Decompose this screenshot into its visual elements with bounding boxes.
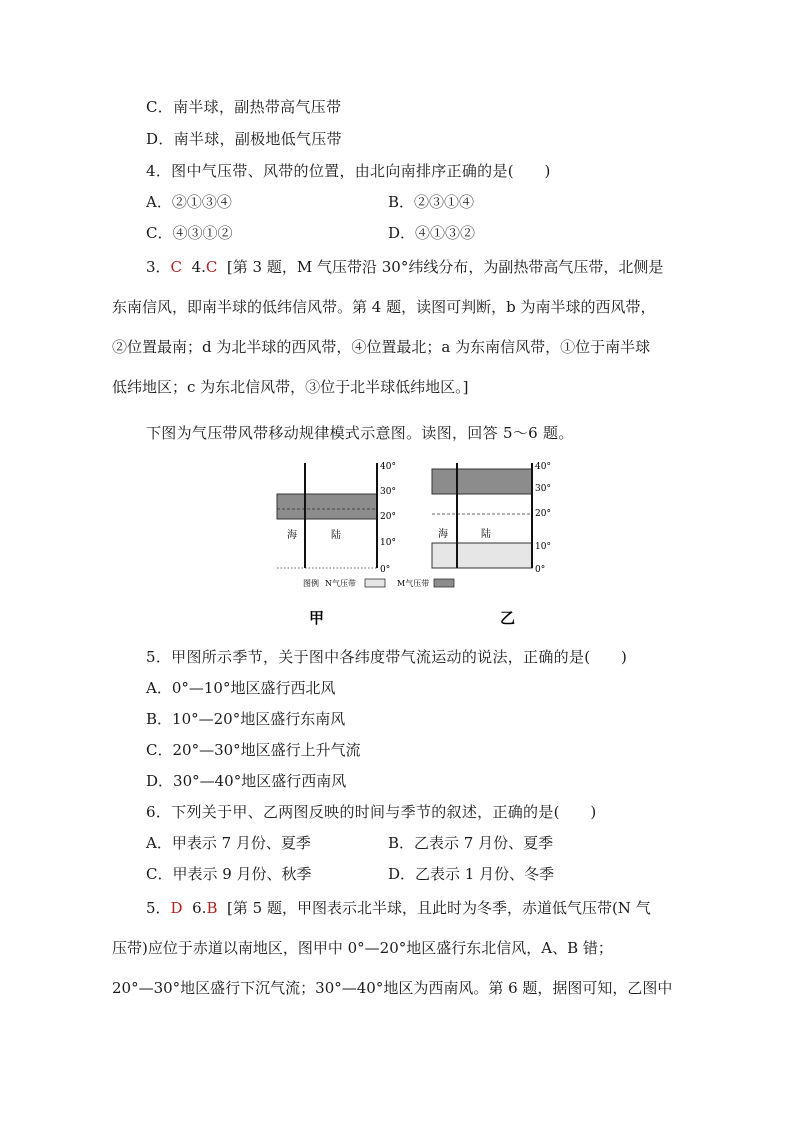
q6-option-c: C．甲表示 9 月份、秋季 bbox=[146, 865, 312, 883]
q5-option-a: A．0°—10°地区盛行西北风 bbox=[146, 679, 336, 697]
q6-stem: 6．下列关于甲、乙两图反映的时间与季节的叙述，正确的是( ) bbox=[146, 803, 597, 821]
diagram-jia bbox=[277, 462, 396, 575]
q5-option-c: C．20°—30°地区盛行上升气流 bbox=[146, 741, 361, 759]
q3-option-d: D．南半球，副极地低气压带 bbox=[146, 130, 342, 148]
jia-land-label: 陆 bbox=[331, 530, 341, 541]
legend-n-label: N气压带 bbox=[325, 579, 356, 588]
q4-option-c: C．④③①② bbox=[146, 224, 233, 242]
legend-n-swatch bbox=[365, 579, 385, 587]
answer-4-num: 4. bbox=[191, 258, 206, 276]
answer-3-num: 3． bbox=[146, 258, 171, 276]
explain-3-4-line1: [第 3 题，M 气压带沿 30°纬线分布，为副热带高气压带，北侧是 bbox=[226, 258, 664, 276]
yi-m-band bbox=[432, 469, 532, 494]
intro-5-6: 下图为气压带风带移动规律模式示意图。读图，回答 5～6 题。 bbox=[146, 424, 574, 442]
q6-option-d: D．乙表示 1 月份、冬季 bbox=[388, 865, 555, 883]
jia-m-band bbox=[277, 494, 377, 519]
answer-3-value: C bbox=[170, 258, 183, 276]
explain-5-6-line3: 20°—30°地区盛行下沉气流；30°—40°地区为西南风。第 6 题，据图可知，乙图中 bbox=[112, 979, 673, 997]
figure-legend bbox=[303, 578, 454, 588]
yi-sea-label: 海 bbox=[438, 529, 448, 540]
jia-lat-0: 0° bbox=[380, 565, 391, 575]
explain-3-4-line3: ②位置最南；d 为北半球的西风带，④位置最北；a 为东南信风带，①位于南半球 bbox=[112, 338, 651, 356]
explain-5-6-line2: 压带)应位于赤道以南地区，图甲中 0°—20°地区盛行东北信风，A、B 错； bbox=[112, 939, 613, 957]
jia-lat-10: 10° bbox=[380, 538, 396, 548]
q4-option-d: D．④①③② bbox=[388, 224, 476, 242]
answer-5-num: 5． bbox=[146, 899, 171, 917]
explain-3-4-line2: 东南信风，即南半球的低纬信风带。第 4 题，读图可判断，b 为南半球的西风带， bbox=[112, 298, 656, 316]
answer-5-value: D bbox=[170, 899, 183, 917]
yi-land-label: 陆 bbox=[481, 529, 491, 540]
yi-n-band bbox=[432, 543, 532, 568]
answer-6-value: B bbox=[206, 899, 218, 917]
caption-yi: 乙 bbox=[500, 609, 516, 627]
q5-option-b: B．10°—20°地区盛行东南风 bbox=[146, 710, 346, 728]
q3-option-c: C．南半球，副热带高气压带 bbox=[146, 98, 342, 116]
answer-3-4 bbox=[112, 247, 682, 407]
q4-stem: 4．图中气压带、风带的位置，由北向南排序正确的是( ) bbox=[146, 162, 551, 180]
q5-option-d: D．30°—40°地区盛行西南风 bbox=[146, 772, 347, 790]
yi-lat-40: 40° bbox=[535, 462, 551, 472]
answer-4-value: C bbox=[205, 258, 218, 276]
jia-sea-label: 海 bbox=[287, 530, 297, 541]
jia-lat-30: 30° bbox=[380, 487, 396, 497]
diagram-yi bbox=[432, 462, 551, 575]
jia-lat-40: 40° bbox=[380, 462, 396, 472]
legend-m-label: M气压带 bbox=[397, 579, 430, 588]
legend-m-swatch bbox=[434, 579, 454, 587]
answer-6-num: 6. bbox=[192, 899, 207, 917]
q6-option-b: B．乙表示 7 月份、夏季 bbox=[388, 834, 554, 852]
yi-lat-10: 10° bbox=[535, 542, 551, 552]
q6-option-a: A．甲表示 7 月份、夏季 bbox=[146, 834, 311, 852]
explain-5-6-line1: [第 5 题，甲图表示北半球，且此时为冬季，赤道低气压带(N 气 bbox=[227, 899, 651, 917]
explain-3-4-line4: 低纬地区；c 为东北信风带，③位于北半球低纬地区。] bbox=[112, 378, 469, 396]
pressure-belt-figure bbox=[0, 455, 794, 635]
legend-title: 图例 bbox=[303, 579, 319, 588]
jia-lat-20: 20° bbox=[380, 512, 396, 522]
q4-option-b: B．②③①④ bbox=[388, 193, 475, 211]
caption-jia: 甲 bbox=[309, 609, 325, 627]
yi-lat-0: 0° bbox=[535, 565, 546, 575]
q4-option-a: A．②①③④ bbox=[146, 193, 232, 211]
yi-lat-20: 20° bbox=[535, 509, 551, 519]
q5-stem: 5．甲图所示季节，关于图中各纬度带气流运动的说法，正确的是( ) bbox=[146, 648, 628, 666]
yi-lat-30: 30° bbox=[535, 484, 551, 494]
answer-5-6 bbox=[112, 888, 682, 1008]
